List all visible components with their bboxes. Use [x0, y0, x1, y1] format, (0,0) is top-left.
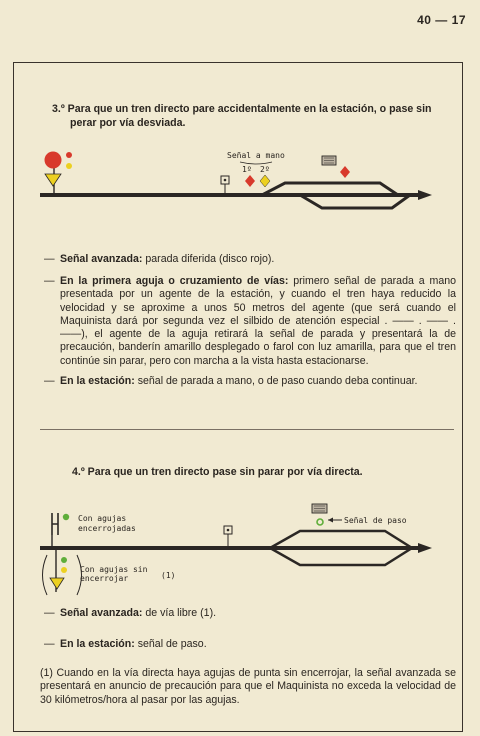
item-dash: —	[44, 375, 55, 387]
item-dash: —	[44, 275, 55, 287]
yellow-light-icon	[61, 567, 67, 573]
item-text	[60, 638, 456, 651]
footnote: (1) Cuando en la vía directa haya agujas de punta sin encerrojar, la señal avanzada se presentará en anuncio de precaución para que el Maquinista no exceda la velocidad de 30 kilómetros/hora al pasar por las agujas.	[40, 667, 456, 706]
item-bold: Señal avanzada:	[60, 607, 143, 619]
locked-points-label-2: encerrojadas	[78, 524, 136, 533]
green-light-icon	[61, 557, 67, 563]
item-body: señal de paso.	[134, 638, 207, 650]
pass-signal-label: Señal de paso	[344, 516, 407, 525]
locked-signal-post-icon	[52, 513, 58, 535]
unlocked-points-label-1: Con agujas sin	[80, 565, 148, 574]
section-3-title-line-1: 3.º Para que un tren directo pare accidentalmente en la estación, o pase sin	[52, 103, 432, 115]
section-4-item-2	[44, 638, 456, 652]
item-bold: En la estación:	[60, 638, 135, 650]
item-bold: Señal avanzada:	[60, 253, 143, 265]
section-4-item-1	[44, 607, 456, 621]
locked-points-label-1: Con agujas	[78, 514, 127, 523]
item-body: primero señal de parada a mano presentada por un agente de la estación, y cuando el tren haya reducido la velocidad y se aproxime a unos 50 metros del agente (que será cuando el Maquinista dará por segunda vez el silbido de atención especial . —— . —— . ——), el agente de la aguja retirará la señal de parada y presentará la de precaución, banderín amarillo desplegado o farol con luz amarilla, para que el tren continúe sin parar, pero con marcha a la vista hasta estacionarse.	[60, 275, 456, 367]
item-bold: En la estación:	[60, 375, 135, 387]
track-arrow-2	[418, 543, 432, 553]
note-reference: (1)	[161, 571, 176, 580]
item-dash: —	[44, 253, 55, 265]
item-dash: —	[44, 607, 55, 619]
hand-signal-label: Señal a mano	[227, 151, 285, 160]
first-signal-label: 1º	[242, 165, 252, 174]
page-number: 40 — 17	[417, 13, 466, 27]
item-bold: En la primera aguja o cruzamiento de vías:	[60, 275, 289, 287]
item-text	[60, 607, 456, 620]
section-3-title-line-2: perar por vía desviada.	[70, 117, 186, 129]
unlocked-points-label-2: encerrojar	[80, 574, 129, 583]
marker-dot	[227, 529, 230, 532]
pass-signal-icon	[317, 519, 323, 525]
item-body: señal de parada a mano, o de paso cuando deba continuar.	[134, 375, 418, 387]
item-dash: —	[44, 638, 55, 650]
item-body: de vía libre (1).	[142, 607, 217, 619]
pointer-arrowhead	[328, 518, 333, 523]
yellow-triangle-icon	[50, 578, 64, 589]
green-light-icon	[63, 514, 69, 520]
section-4-title: 4.º Para que un tren directo pase sin parar por vía directa.	[72, 466, 363, 478]
second-signal-label: 2º	[260, 165, 270, 174]
item-body: parada diferida (disco rojo).	[142, 253, 275, 265]
